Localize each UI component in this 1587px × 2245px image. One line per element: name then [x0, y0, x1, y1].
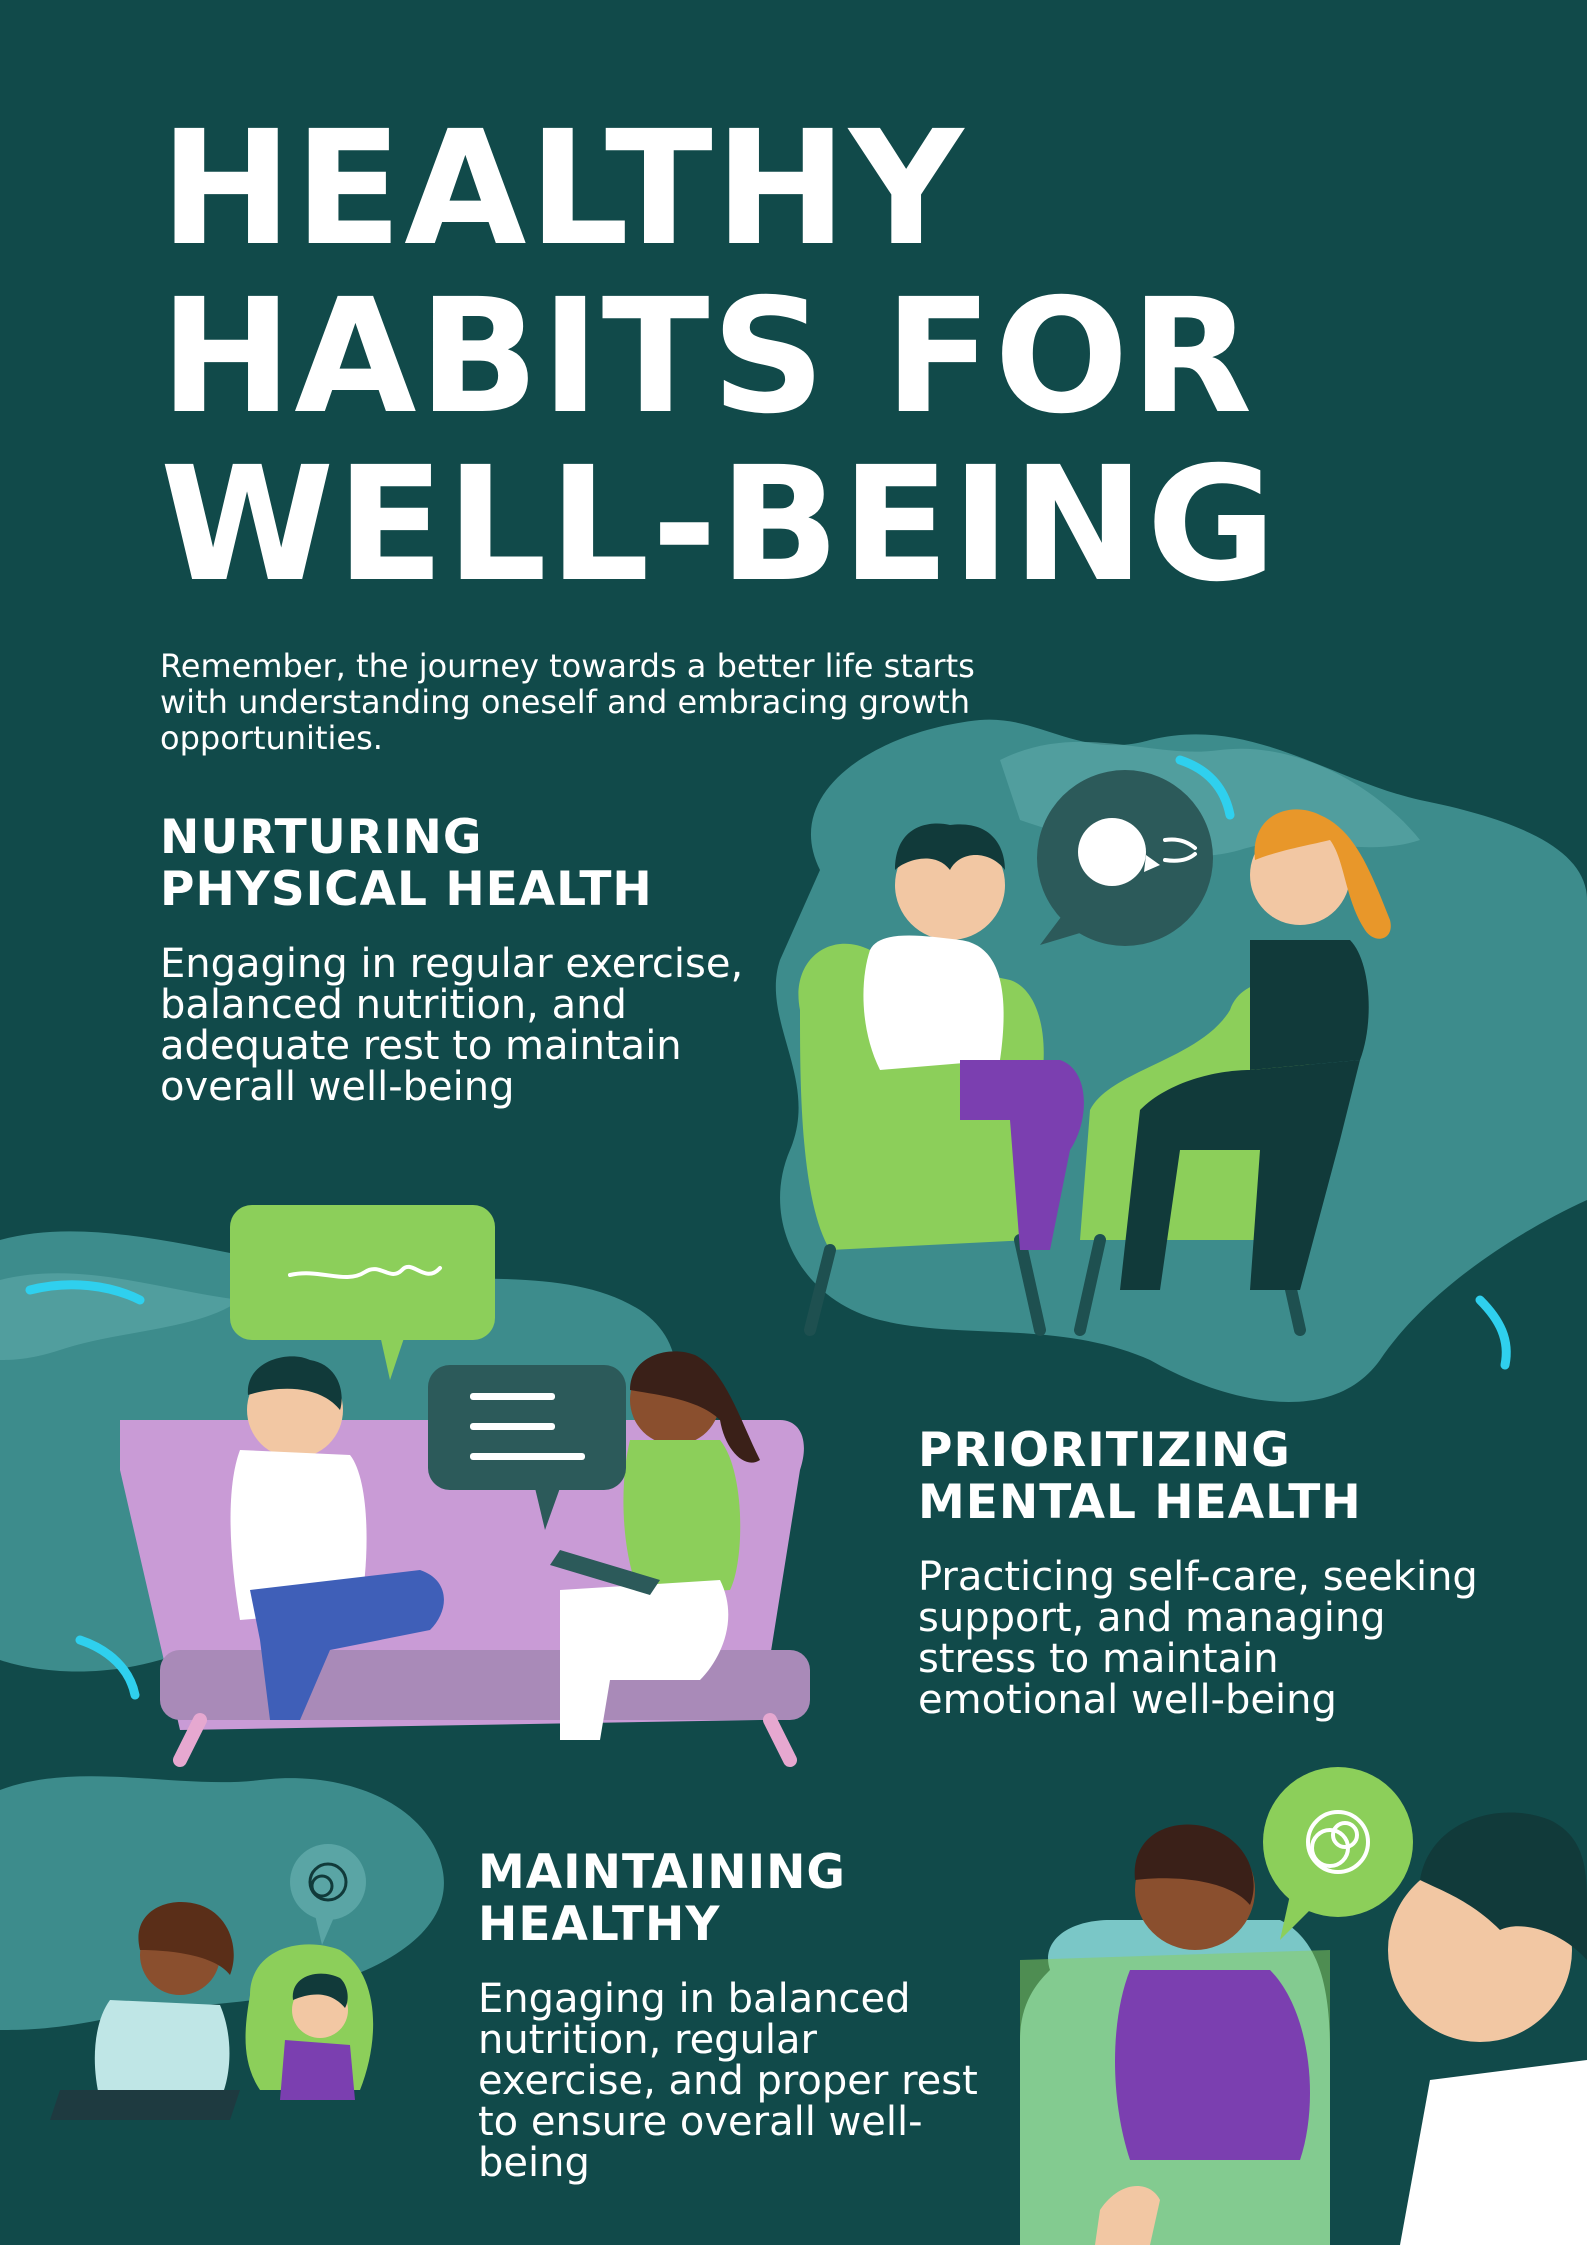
section-physical-health — [160, 812, 780, 1108]
section-heading-line-2: PHYSICAL HEALTH — [160, 862, 653, 917]
section-heading-line-2: MENTAL HEALTH — [918, 1475, 1362, 1530]
section-maintaining-healthy — [478, 1847, 998, 2184]
title-line-3: WELL-BEING — [160, 433, 1279, 617]
section-heading-line-1: PRIORITIZING — [918, 1423, 1291, 1478]
section-heading — [478, 1847, 998, 1951]
section-body: Practicing self-care, seeking support, and managing stress to maintain emotional well-being — [918, 1554, 1478, 1723]
blob-lower-left — [0, 1776, 444, 2030]
illustration-patient-couch — [1020, 1767, 1587, 2245]
intro-text: Remember, the journey towards a better life starts with understanding oneself and embracing growth opportunities. — [160, 647, 975, 757]
section-heading-line-1: MAINTAINING — [478, 1845, 846, 1900]
section-body: Engaging in balanced nutrition, regular exercise, and proper rest to ensure overall well-being — [478, 1976, 978, 2186]
section-heading — [918, 1425, 1478, 1529]
streak-2 — [1480, 1300, 1506, 1365]
poster-title — [160, 97, 1460, 617]
section-body: Engaging in regular exercise, balanced nutrition, and adequate rest to maintain overall well-being — [160, 941, 744, 1110]
section-heading — [160, 812, 780, 916]
title-line-1: HEALTHY — [160, 97, 966, 281]
section-heading-line-2: HEALTHY — [478, 1897, 721, 1952]
section-heading-line-1: NURTURING — [160, 810, 483, 865]
section-mental-health — [918, 1425, 1478, 1721]
title-line-2: HABITS FOR — [160, 265, 1255, 449]
